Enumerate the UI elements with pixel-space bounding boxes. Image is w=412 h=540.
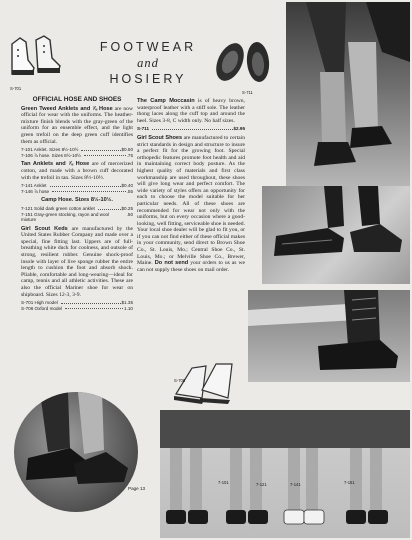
page-number: Page 13 <box>128 486 146 491</box>
keds-paragraph: Girl Scout Keds are manufactured by the United States Rubber Company and made over a special, fine fitting last. Uppers are of full-breathing white duck for coolness, and outsole of strong, resilient rubber. Genuine shock-proof insole with layer of live sponge rubber the entire length to cushion the foot and absorb shock. Pliable, comfortable and long-wearing—ideal for camp, tennis and all athletic activities. These are also the official Mariner shoe for wear on shipboard. Sizes 12-3, 3-9. <box>21 225 133 298</box>
hose-lineup-photo <box>160 410 410 538</box>
girl-scout-boots-photo <box>248 290 410 382</box>
column-shoes <box>137 98 245 275</box>
price-row: S-706 Oxford model 1.10 <box>21 305 133 311</box>
price-row: 7-121 Solid dark green cotton anklet $0.25 <box>21 205 133 211</box>
oxford-circle-photo <box>14 392 138 512</box>
caption-7101: 7-101 <box>218 480 229 485</box>
caption-s711: S-711 <box>242 90 253 95</box>
header-and: and <box>137 56 159 70</box>
price-row: 7-101 Anklet. Sizes 8½-10½ $0.50 <box>21 147 133 153</box>
oxford-shoes-photo <box>262 186 410 284</box>
section-title: OFFICIAL HOSE AND SHOES <box>32 96 122 103</box>
price-row: 7-106 ⅞ hose. Sizes 8½-10½ .75 <box>21 152 133 158</box>
camp-hose-heading: Camp Hose. Sizes 8½-10½. <box>41 197 113 204</box>
tan-anklets-paragraph: Tan Anklets and ⅞ Hose are of mercerized cotton, and made with a brown cuff decorated with the trefoil in tan. Sizes 8½-10½. <box>21 161 133 181</box>
price-row: 7-151 Gray-green stocking, rayon and wool mixture .50 <box>21 211 133 223</box>
price-row: S-711 $2.95 <box>137 126 245 132</box>
header-footwear: FOOTWEAR <box>99 40 197 54</box>
column-official-hose <box>21 96 133 311</box>
price-row: 7-141 Anklet $0.40 <box>21 183 133 189</box>
caption-s706: S-706 <box>174 378 186 383</box>
caption-s701: S-701 <box>10 86 22 91</box>
keds-high-photo <box>6 30 62 82</box>
price-row: S-701 High model $1.35 <box>21 300 133 306</box>
caption-7121: 7-121 <box>256 482 267 487</box>
caption-7141: 7-141 <box>290 482 301 487</box>
green-tweed-paragraph: Green Tweed Anklets and ⅞ Hose are now official for wear with the uniforms. The heather-mixture finish blends with the gray-green of the uniform for an ensemble effect, and the light green trefoil on the deep green cuff identifies them as official. <box>21 105 133 145</box>
caption-7151: 7-151 <box>344 480 355 485</box>
girl-scout-shoes-paragraph: Girl Scout Shoes are manufactured to certain strict standards in design and structure to insure a perfect fit for the growing foot. Special orthopedic features promote foot health and aid in maintaining correct body posture. As the highest quality of materials and first class workmanship are used throughout, these shoes will give long wear and perfect comfort. The wide variety of styles offers an opportunity for each to choose the model suitable for her particular needs. All of these shoes are recommended for wear not only with the uniforms, but on every occasion where a good-looking, well fitting, serviceable shoe is needed. Your local shoe dealer will be glad to fit you, or if you can not find either of these official makes in your community, send direct to Brown Shoe Co., St. Louis, Mo.; Central Shoe Co., St. Louis, Mo.; or Melville Shoe Co., Brewer, Maine. Do not send your orders to us as we can not supply these shoes on mail order. <box>137 134 245 273</box>
camp-moccasin-photo <box>212 36 278 86</box>
moccasin-paragraph: The Camp Moccasin is of heavy brown, waterproof leather with a stiff sole. The leather thong laces along the cuff top and around the heel. Sizes 3-8, C width only. No half sizes. <box>137 98 245 124</box>
hose-legs-photo <box>286 2 410 190</box>
price-row: 7-146 ⅞ hose .55 <box>21 188 133 194</box>
header-hosiery: HOSIERY <box>109 72 187 86</box>
